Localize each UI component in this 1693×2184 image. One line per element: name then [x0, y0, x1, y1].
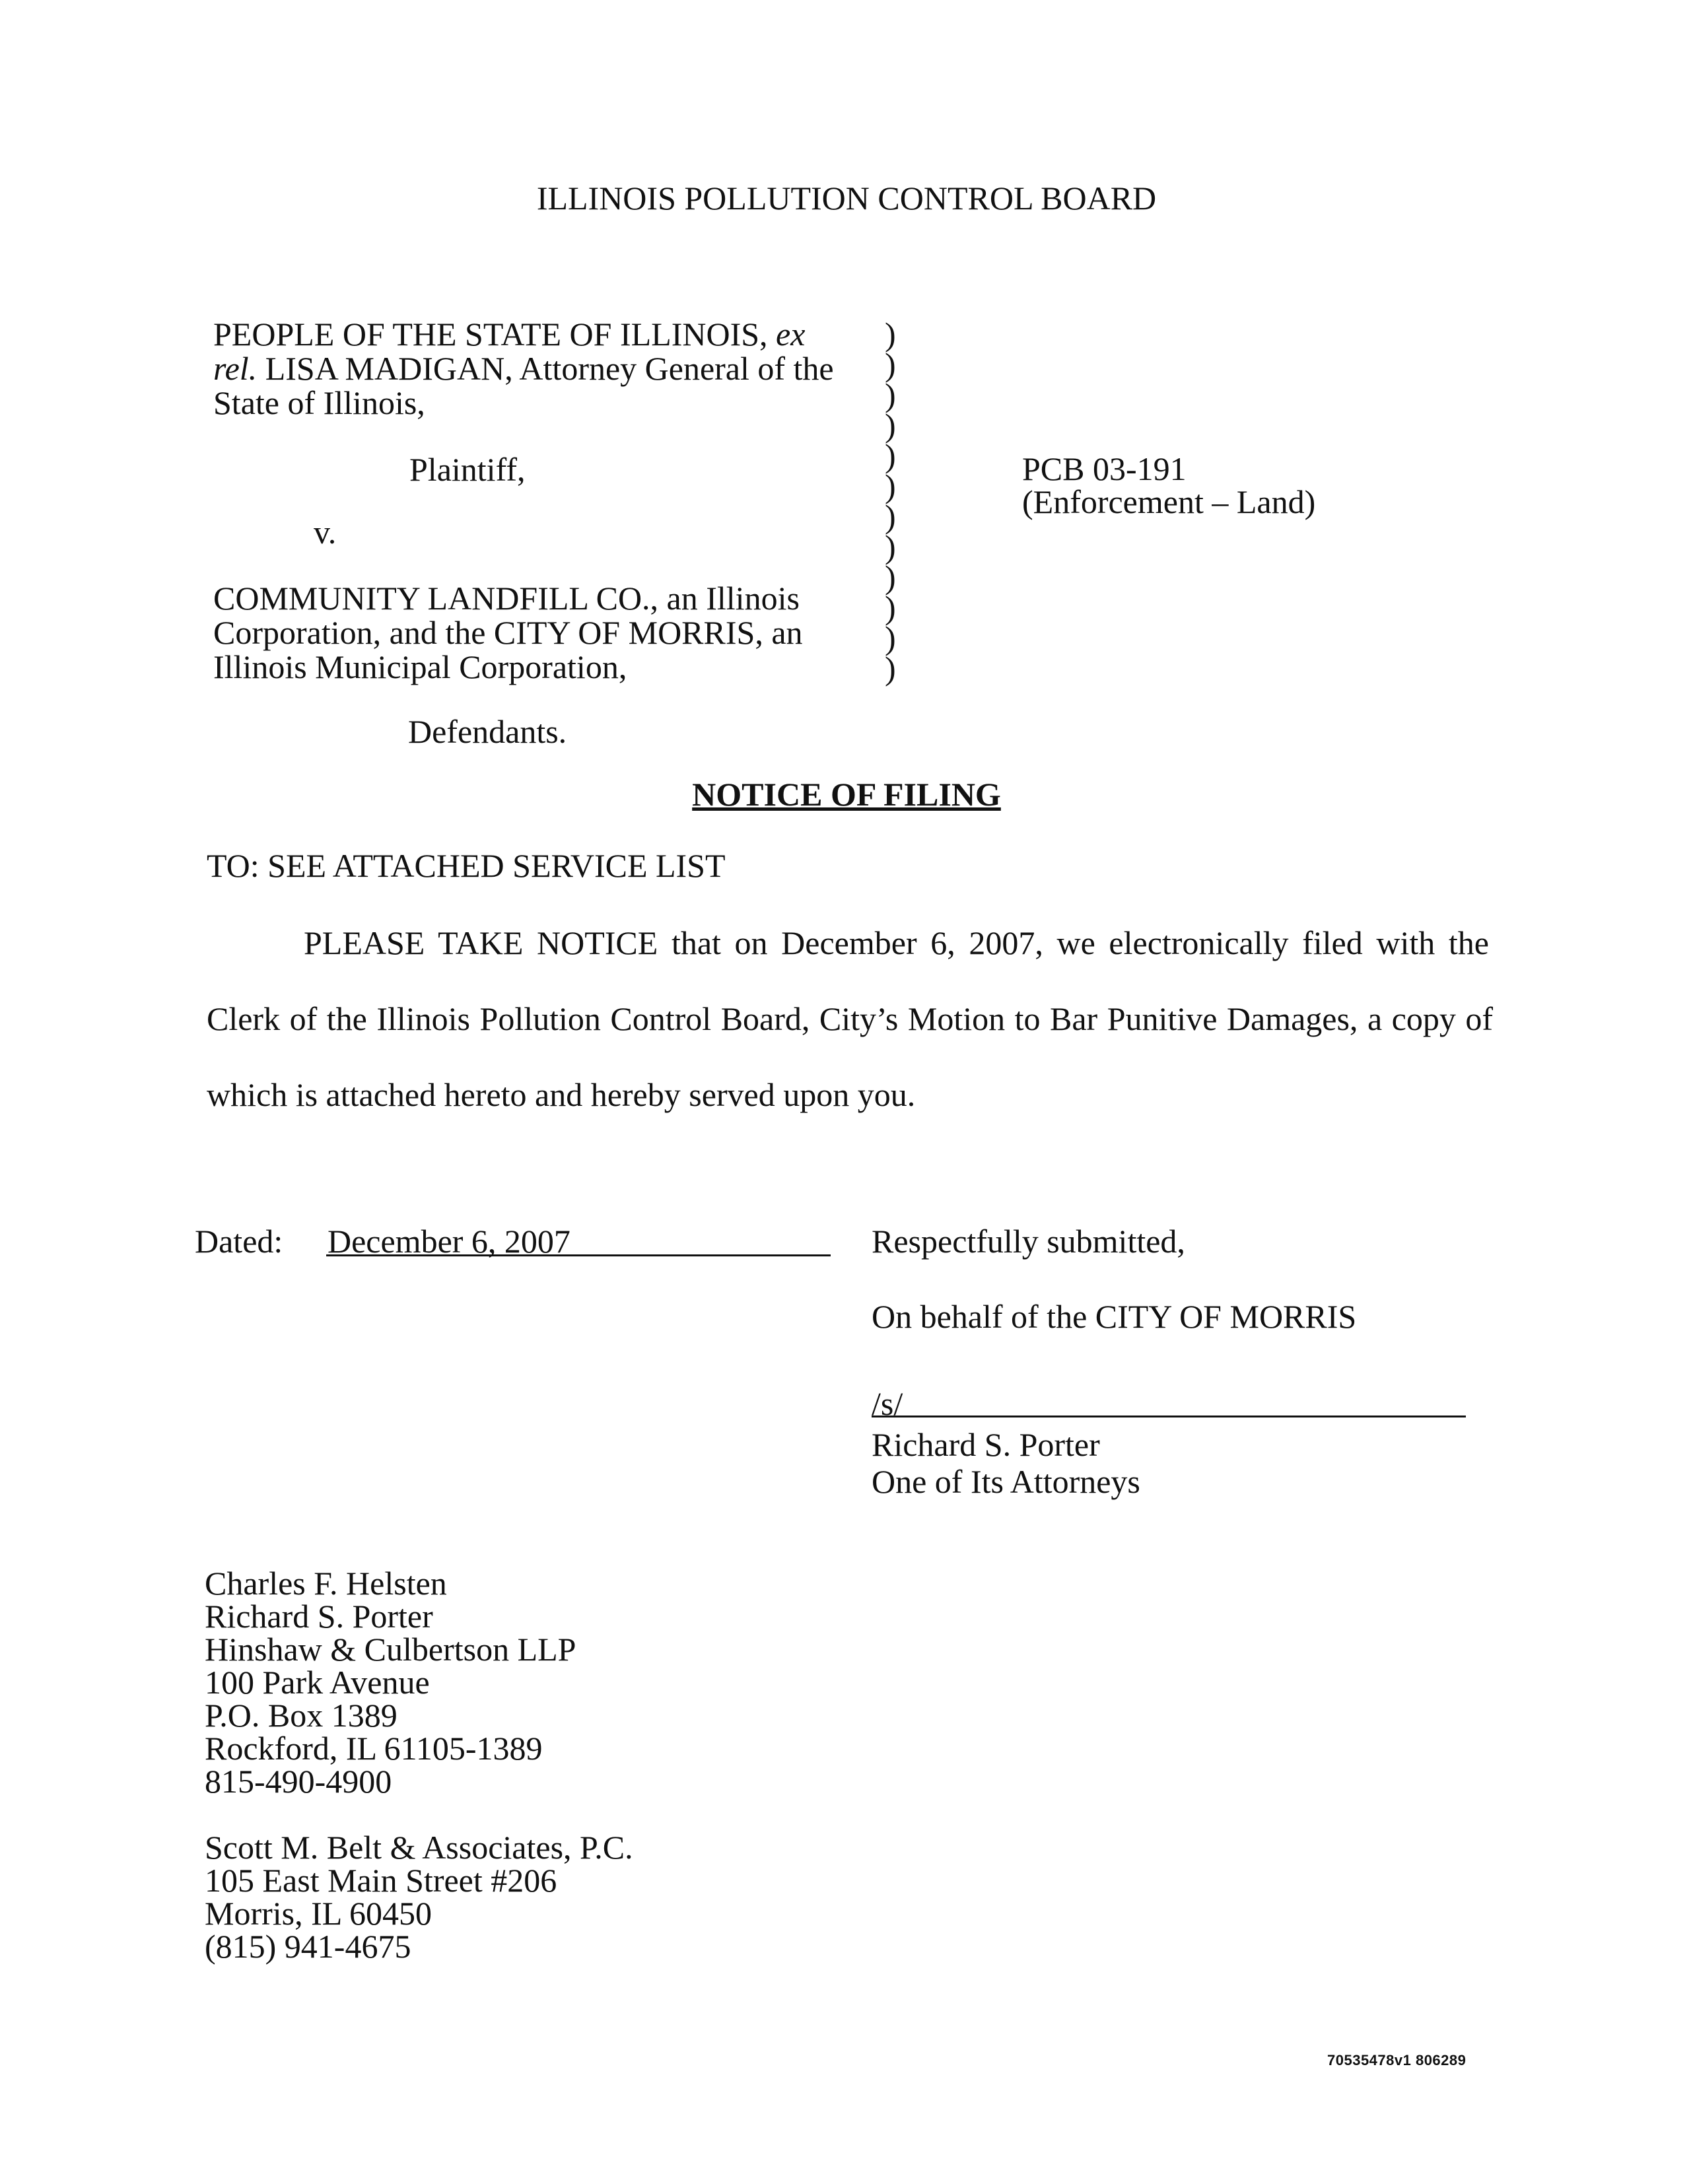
body-line-3: which is attached hereto and hereby served upon you.	[207, 1076, 916, 1113]
ex-italic: ex	[776, 316, 806, 353]
to-line: TO: SEE ATTACHED SERVICE LIST	[207, 847, 726, 884]
caption-paren: )	[885, 498, 896, 535]
plaintiff-line-1	[213, 316, 805, 354]
signer-title: One of Its Attorneys	[872, 1463, 1140, 1500]
versus-label: v.	[314, 514, 337, 551]
counsel-line: (815) 941-4675	[205, 1928, 411, 1965]
caption-paren: )	[885, 589, 896, 626]
plaintiff-line-2	[213, 350, 834, 388]
caption-paren: )	[885, 437, 896, 474]
plaintiff-text-a: PEOPLE OF THE STATE OF ILLINOIS,	[213, 316, 777, 353]
counsel-line: P.O. Box 1389	[205, 1697, 397, 1734]
plaintiff-line-3: State of Illinois,	[213, 384, 425, 421]
plaintiff-role: Plaintiff,	[409, 451, 526, 488]
caption-paren: )	[885, 559, 896, 596]
defendant-role: Defendants.	[408, 713, 567, 750]
dated-value: December 6, 2007	[328, 1223, 570, 1260]
counsel-line: Charles F. Helsten	[205, 1565, 447, 1602]
dated-label: Dated:	[195, 1223, 283, 1260]
caption-paren: )	[885, 467, 896, 504]
rel-italic: rel.	[213, 350, 258, 387]
case-number: PCB 03-191	[1022, 450, 1187, 487]
on-behalf-of: On behalf of the CITY OF MORRIS	[872, 1298, 1357, 1335]
caption-paren: )	[885, 619, 896, 656]
counsel-line: Rockford, IL 61105-1389	[205, 1730, 543, 1767]
counsel-line: Morris, IL 60450	[205, 1895, 432, 1932]
board-heading: ILLINOIS POLLUTION CONTROL BOARD	[536, 180, 1157, 217]
case-type: (Enforcement – Land)	[1022, 483, 1316, 520]
counsel-line: Richard S. Porter	[205, 1598, 433, 1635]
caption-paren: )	[885, 650, 896, 687]
counsel-line: Scott M. Belt & Associates, P.C.	[205, 1829, 633, 1866]
respectfully-submitted: Respectfully submitted,	[872, 1223, 1185, 1260]
signer-name: Richard S. Porter	[872, 1426, 1100, 1463]
caption-paren: )	[885, 346, 896, 383]
document-code: 70535478v1 806289	[1327, 2052, 1467, 2068]
defendant-line-3: Illinois Municipal Corporation,	[213, 648, 627, 685]
counsel-line: 815-490-4900	[205, 1763, 392, 1800]
caption-paren: )	[885, 316, 896, 353]
caption-paren: )	[885, 407, 896, 444]
defendant-line-1: COMMUNITY LANDFILL CO., an Illinois	[213, 580, 800, 617]
body-line-1: PLEASE TAKE NOTICE that on December 6, 2007, we electronically filed with the	[304, 924, 1489, 961]
counsel-line: Hinshaw & Culbertson LLP	[205, 1631, 576, 1668]
caption-paren: )	[885, 528, 896, 565]
signature-rule	[872, 1416, 1466, 1417]
plaintiff-text-b: LISA MADIGAN, Attorney General of the	[257, 350, 834, 387]
signature-mark: /s/	[872, 1385, 903, 1422]
defendant-line-2: Corporation, and the CITY OF MORRIS, an	[213, 614, 803, 651]
counsel-line: 100 Park Avenue	[205, 1664, 430, 1701]
caption-paren: )	[885, 376, 896, 413]
dated-rule	[326, 1254, 831, 1256]
counsel-line: 105 East Main Street #206	[205, 1862, 557, 1899]
body-line-2: Clerk of the Illinois Pollution Control Board, City’s Motion to Bar Punitive Damages, a copy of	[207, 1000, 1493, 1037]
notice-title: NOTICE OF FILING	[692, 776, 1001, 813]
